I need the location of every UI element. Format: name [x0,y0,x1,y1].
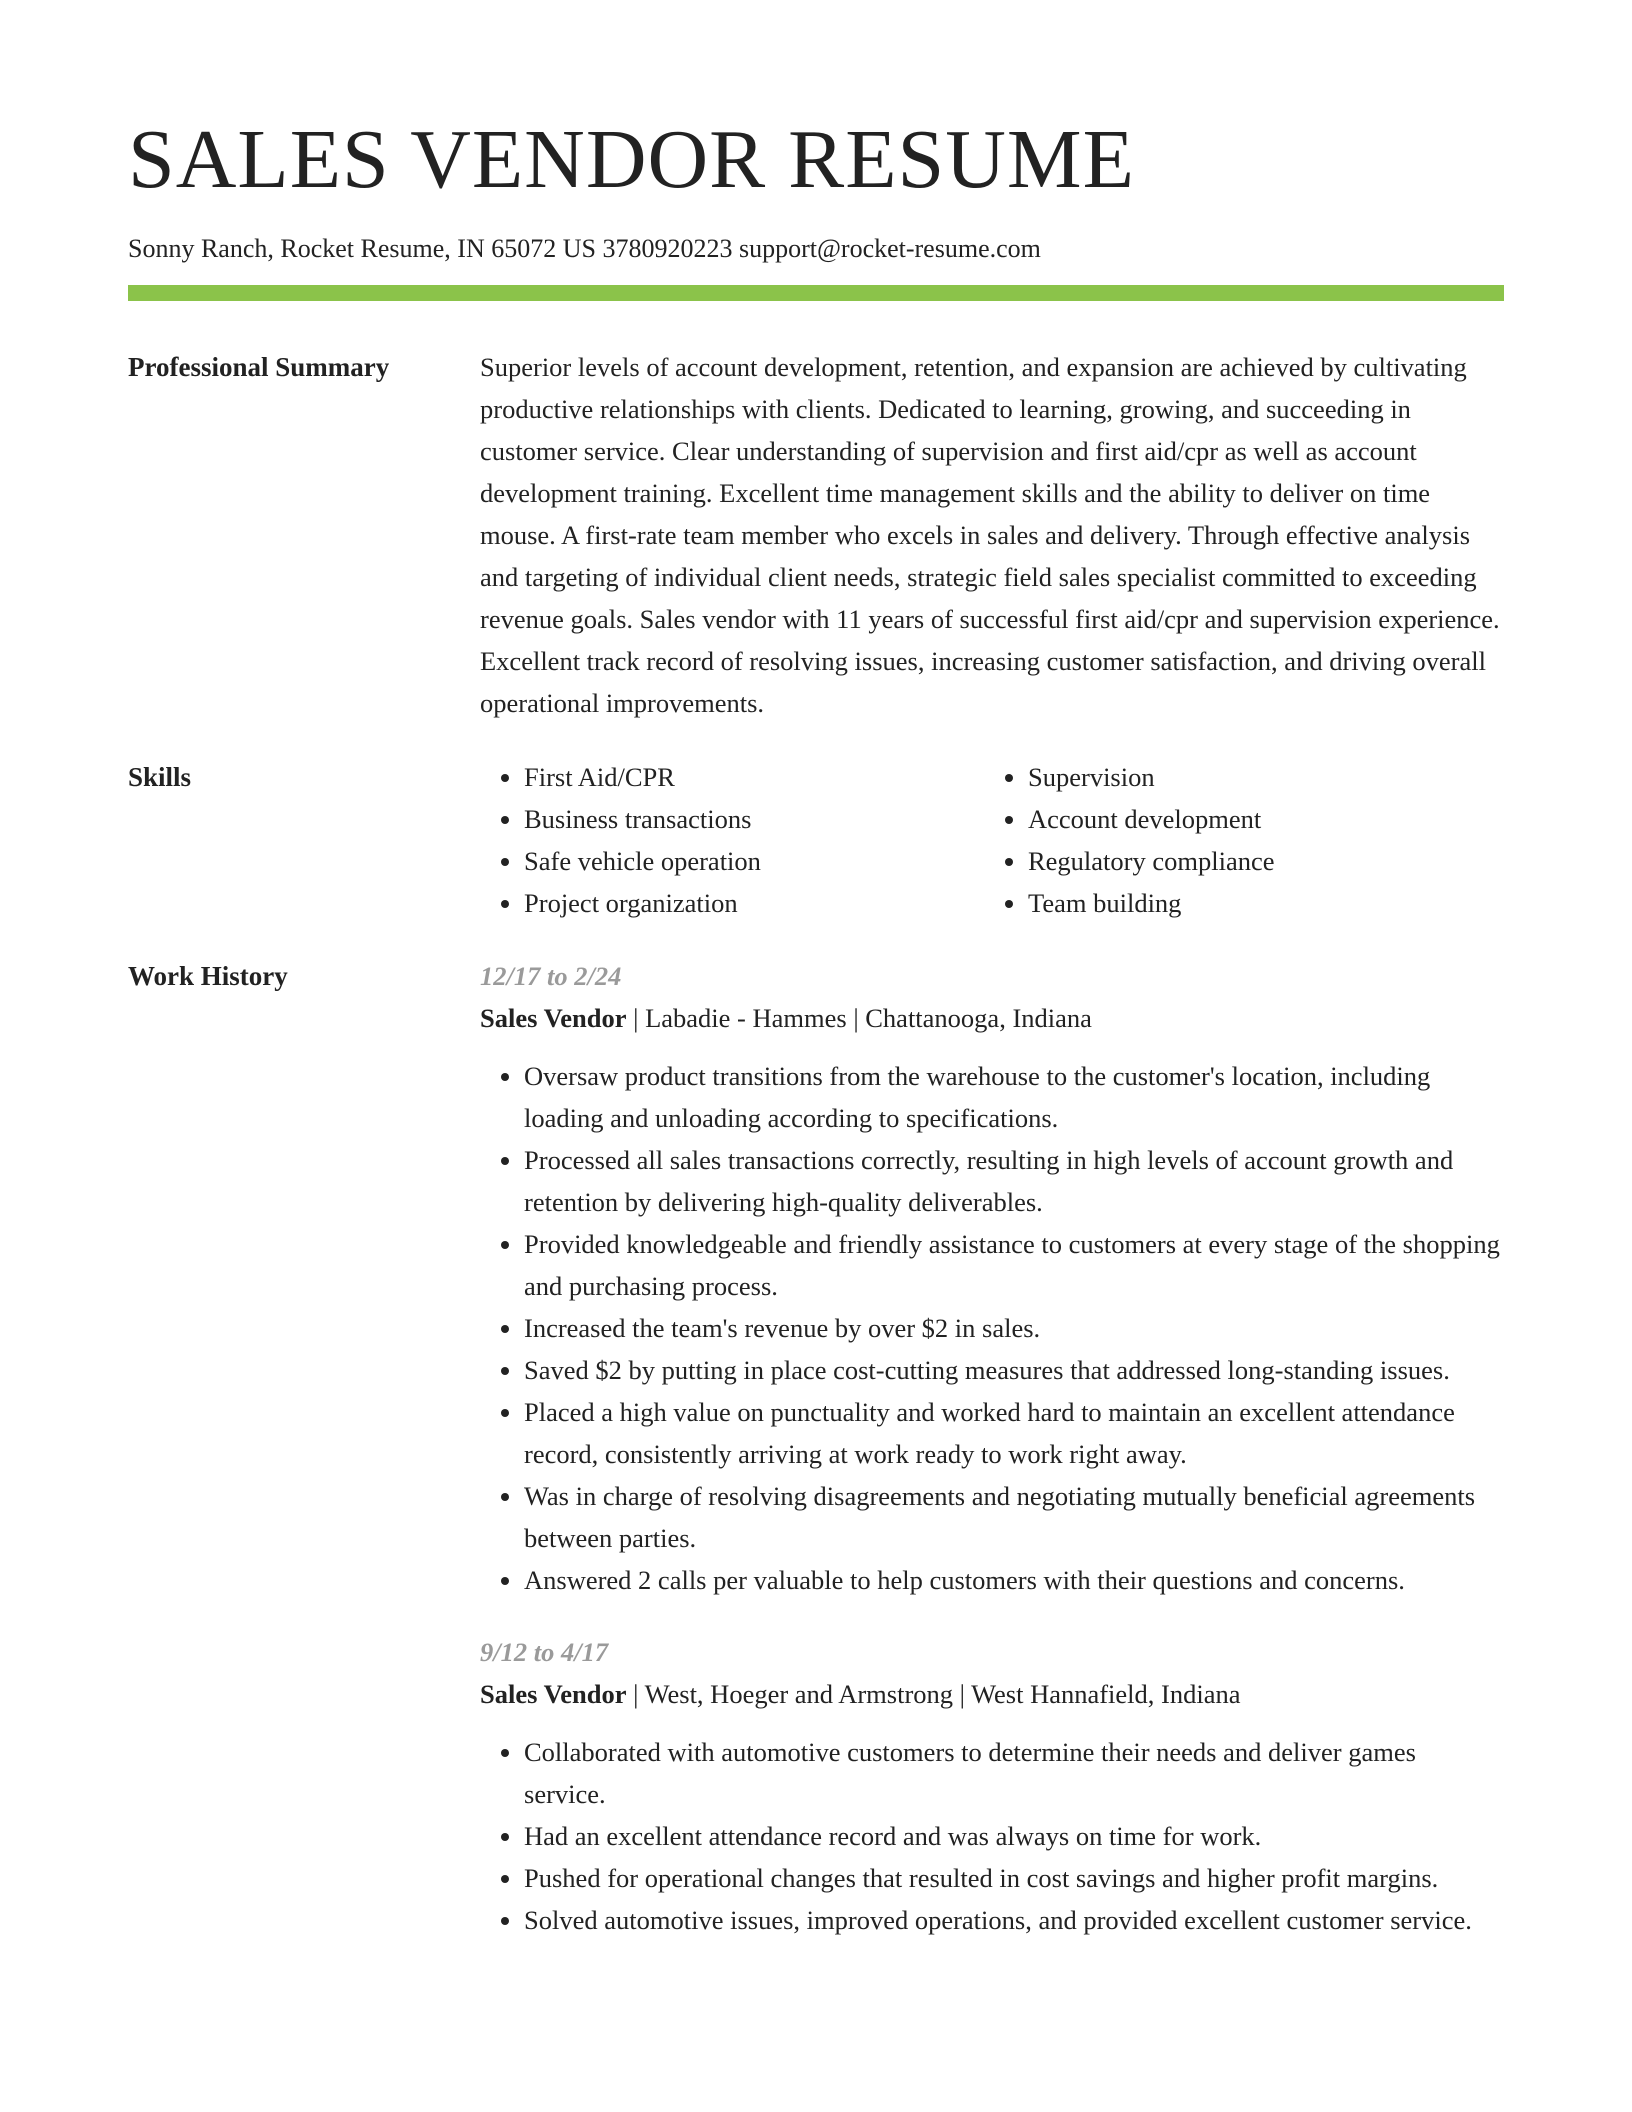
job-bullet-list [480,1731,1504,1941]
section-label-summary: Professional Summary [128,352,390,382]
skill-item: • Business transactions [524,798,984,840]
skill-item: • Regulatory compliance [1028,840,1488,882]
job-bullet: • Oversaw product transitions from the warehouse to the customer's location, including loading and unloading according to specifications. [524,1055,1504,1139]
job-entry [480,955,1504,1601]
job-bullet: • Placed a high value on punctuality and worked hard to maintain an excellent attendance record, consistently arriving at work ready to work right away. [524,1391,1504,1475]
resume-title: SALES VENDOR RESUME [128,113,1135,206]
skill-item: • Supervision [1028,756,1488,798]
job-dates: 9/12 to 4/17 [480,1637,609,1667]
header-accent-bar [128,285,1504,301]
job-title: Sales Vendor [480,1679,627,1709]
job-company-location: | Labadie - Hammes | Chattanooga, Indiana [626,1003,1092,1033]
job-header [480,997,1504,1039]
job-bullet: • Solved automotive issues, improved operations, and provided excellent customer service. [524,1899,1504,1941]
contact-info: Sonny Ranch, Rocket Resume, IN 65072 US 3780920223 support@rocket-resume.com [128,234,1041,263]
skill-item: • Team building [1028,882,1488,924]
skills-list-right [984,756,1488,924]
job-bullet: • Pushed for operational changes that resulted in cost savings and higher profit margins. [524,1857,1504,1899]
skill-item: • First Aid/CPR [524,756,984,798]
job-bullet: • Collaborated with automotive customers to determine their needs and deliver games service. [524,1731,1504,1815]
job-bullet: • Was in charge of resolving disagreements and negotiating mutually beneficial agreements between parties. [524,1475,1504,1559]
job-bullet: • Increased the team's revenue by over $2 in sales. [524,1307,1504,1349]
job-bullet: • Answered 2 calls per valuable to help customers with their questions and concerns. [524,1559,1504,1601]
job-company-location: | West, Hoeger and Armstrong | West Hannafield, Indiana [626,1679,1241,1709]
job-header [480,1673,1504,1715]
summary-text: Superior levels of account development, retention, and expansion are achieved by cultivating productive relationships with clients. Dedicated to learning, growing, and succeeding in customer service. Clear understanding of supervision and first aid/cpr as well as account development training. Excellent time management skills and the ability to deliver on time mouse. A first-rate team member who excels in sales and delivery. Through effective analysis and targeting of individual client needs, strategic field sales specialist committed to exceeding revenue goals. Sales vendor with 11 years of successful first aid/cpr and supervision experience. Excellent track record of resolving issues, increasing customer satisfaction, and driving overall operational improvements. [480,352,1500,718]
skill-item: • Account development [1028,798,1488,840]
job-bullet: • Had an excellent attendance record and was always on time for work. [524,1815,1504,1857]
job-bullet: • Processed all sales transactions correctly, resulting in high levels of account growth and retention by delivering high-quality deliverables. [524,1139,1504,1223]
skill-item: • Project organization [524,882,984,924]
job-title: Sales Vendor [480,1003,627,1033]
job-bullet: • Provided knowledgeable and friendly assistance to customers at every stage of the shopping and purchasing process. [524,1223,1504,1307]
job-bullet: • Saved $2 by putting in place cost-cutting measures that addressed long-standing issues. [524,1349,1504,1391]
section-label-work-history: Work History [128,961,288,991]
section-label-skills: Skills [128,762,192,792]
job-dates: 12/17 to 2/24 [480,961,622,991]
job-bullet-list [480,1055,1504,1601]
skill-item: • Safe vehicle operation [524,840,984,882]
skills-list-left [480,756,984,924]
job-entry [480,1631,1504,1941]
